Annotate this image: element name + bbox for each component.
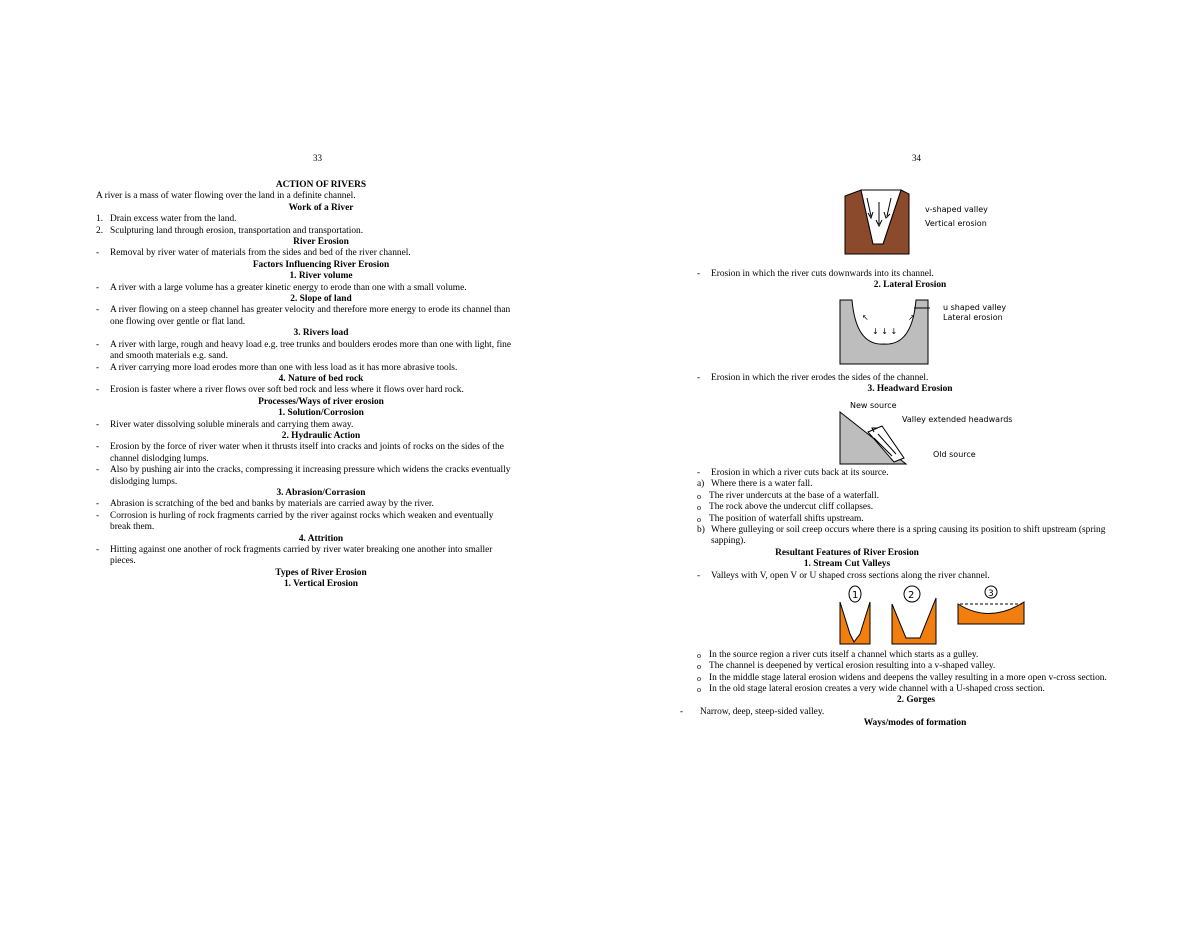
page-number-right: 34 xyxy=(912,153,921,163)
resultant-heading: Resultant Features of River Erosion xyxy=(775,547,919,558)
processes-heading: Processes/Ways of river erosion xyxy=(258,396,384,407)
type-1-heading: 1. Vertical Erosion xyxy=(283,579,359,590)
process-3-text: - Abrasion is scratching of the bed and banks by materials are carried away by the river. xyxy=(96,499,546,510)
intro-text: A river is a mass of water flowing over the land in a definite channel. xyxy=(96,191,356,202)
river-erosion-text: - Removal by river water of materials from the sides and bed of the river channel. xyxy=(96,248,546,259)
work-item: 2. Sculpturing land through erosion, transportation and transportation. xyxy=(96,225,364,236)
fig4-num-2: 2 xyxy=(908,590,915,601)
scv-item: o In the old stage lateral erosion creates a very wide channel with a U-shaped cross section. xyxy=(697,684,1157,695)
types-heading: Types of River Erosion xyxy=(275,567,367,578)
scv-item: o In the source region a river cuts itself a channel which starts as a gulley. xyxy=(697,650,1157,661)
vertical-text: - Erosion in which the river cuts downwards into its channel. xyxy=(697,269,934,280)
fig1-label-1: v-shaped valley xyxy=(925,205,988,214)
gorges-text: - Narrow, deep, steep-sided valley. xyxy=(680,707,824,718)
fig4-num-1: 1 xyxy=(852,590,859,601)
headward-b: b) Where gulleying or soil creep occurs where there is a spring causing its position to shift upstream (spring xyxy=(697,525,1106,536)
work-item: 1. Drain excess water from the land. xyxy=(96,214,237,225)
u-valley-figure xyxy=(838,298,930,366)
headward-heading: 3. Headward Erosion xyxy=(867,384,953,394)
factor-2-heading: 2. Slope of land xyxy=(290,294,352,305)
factor-1-heading: 1. River volume xyxy=(289,271,353,282)
process-4-heading: 4. Attrition xyxy=(298,533,344,544)
factors-heading: Factors Influencing River Erosion xyxy=(252,259,390,270)
process-2-text-cont: channel dislodging lumps. xyxy=(110,453,209,464)
gorges-heading: 2. Gorges xyxy=(896,695,935,705)
headward-text: - Erosion in which a river cuts back at its source. xyxy=(697,468,1147,479)
left-page xyxy=(96,180,546,591)
factor-4-heading: 4. Nature of bed rock xyxy=(278,373,364,384)
headward-a-item: o The position of waterfall shifts upstream. xyxy=(697,514,1147,525)
process-4-text-cont: pieces. xyxy=(110,556,136,567)
process-2-text: - Erosion by the force of river water when it thrusts itself into cracks and joints of rocks on the sides of the xyxy=(96,442,546,453)
v-valley-figure xyxy=(843,186,913,256)
headward-figure xyxy=(838,408,910,466)
fig3-label-3: Old source xyxy=(933,450,976,459)
svg-text:↓ ↓ ↓: ↓ ↓ ↓ xyxy=(872,327,898,336)
headward-section xyxy=(697,468,1147,582)
headward-a-item: o The rock above the undercut cliff collapses. xyxy=(697,502,1147,513)
fig3-label-2: Valley extended headwards xyxy=(902,415,1013,424)
scv-item: o In the middle stage lateral erosion widens and deepens the valley resulting in a more open v-cross section. xyxy=(697,673,1157,684)
process-2-text-2-cont: dislodging lumps. xyxy=(110,476,178,487)
process-1-text: - River water dissolving soluble minerals and carrying them away. xyxy=(96,420,546,431)
lateral-heading: 2. Lateral Erosion xyxy=(873,280,947,290)
factor-2-text-cont: one flowing over gentle or flat land. xyxy=(110,316,246,327)
factor-3-heading: 3. Rivers load xyxy=(293,328,349,339)
scv-heading: 1. Stream Cut Valleys xyxy=(803,559,891,570)
scv-text: - Valleys with V, open V or U shaped cross sections along the river channel. xyxy=(697,571,1147,582)
headward-a-item: o The river undercuts at the base of a waterfall. xyxy=(697,491,1147,502)
fig2-label-1: u shaped valley xyxy=(943,303,1007,312)
process-1-heading: 1. Solution/Corrosion xyxy=(278,408,364,419)
process-3-text-2: - Corrosion is hurling of rock fragments carried by the river against rocks which weaken and eventually xyxy=(96,511,546,522)
svg-text:↖: ↖ xyxy=(862,313,869,322)
process-3-text-2-cont: break them. xyxy=(110,522,155,533)
work-heading: Work of a River xyxy=(288,202,354,213)
factor-3-text: - A river with large, rough and heavy load e.g. tree trunks and boulders erodes more than one with light, fine xyxy=(96,340,546,351)
factor-2-text: - A river flowing on a steep channel has greater velocity and therefore more energy to erode its channel than xyxy=(96,305,546,316)
scv-list xyxy=(697,650,1157,696)
process-2-heading: 2. Hydraulic Action xyxy=(281,430,361,441)
factor-3-text-cont: and smooth materials e.g. sand. xyxy=(110,351,228,362)
fig4-num-3: 3 xyxy=(988,589,994,599)
scv-item: o The channel is deepened by vertical erosion resulting into a v-shaped valley. xyxy=(697,661,1157,672)
lateral-text: - Erosion in which the river erodes the sides of the channel. xyxy=(697,373,928,384)
river-erosion-heading: River Erosion xyxy=(293,237,349,248)
headward-b-cont: sapping). xyxy=(711,536,746,547)
factor-1-text: - A river with a large volume has a greater kinetic energy to erode than one with a small volume. xyxy=(96,283,546,294)
process-2-text-2: - Also by pushing air into the cracks, compressing it increasing pressure which widens the cracks eventually xyxy=(96,465,546,476)
ways-heading: Ways/modes of formation xyxy=(863,718,967,728)
factor-3-text-2: - A river carrying more load erodes more than one with less load as it has more abrasive tools. xyxy=(96,363,546,374)
svg-text:↗: ↗ xyxy=(908,313,915,322)
headward-a: a) Where there is a water fall. xyxy=(697,479,813,490)
fig2-label-2: Lateral erosion xyxy=(943,313,1003,322)
page-title: ACTION OF RIVERS xyxy=(275,180,367,190)
process-4-text: - Hitting against one another of rock fragments carried by river water breaking one another into smaller xyxy=(96,545,546,556)
fig3-label-1: New source xyxy=(850,401,897,410)
page-number-left: 33 xyxy=(313,153,322,163)
factor-4-text: - Erosion is faster where a river flows over soft bed rock and less where it flows over hard rock. xyxy=(96,385,546,396)
process-3-heading: 3. Abrasion/Corrasion xyxy=(276,487,366,498)
fig1-label-2: Vertical erosion xyxy=(925,219,987,228)
stream-valleys-figure xyxy=(836,584,1028,646)
